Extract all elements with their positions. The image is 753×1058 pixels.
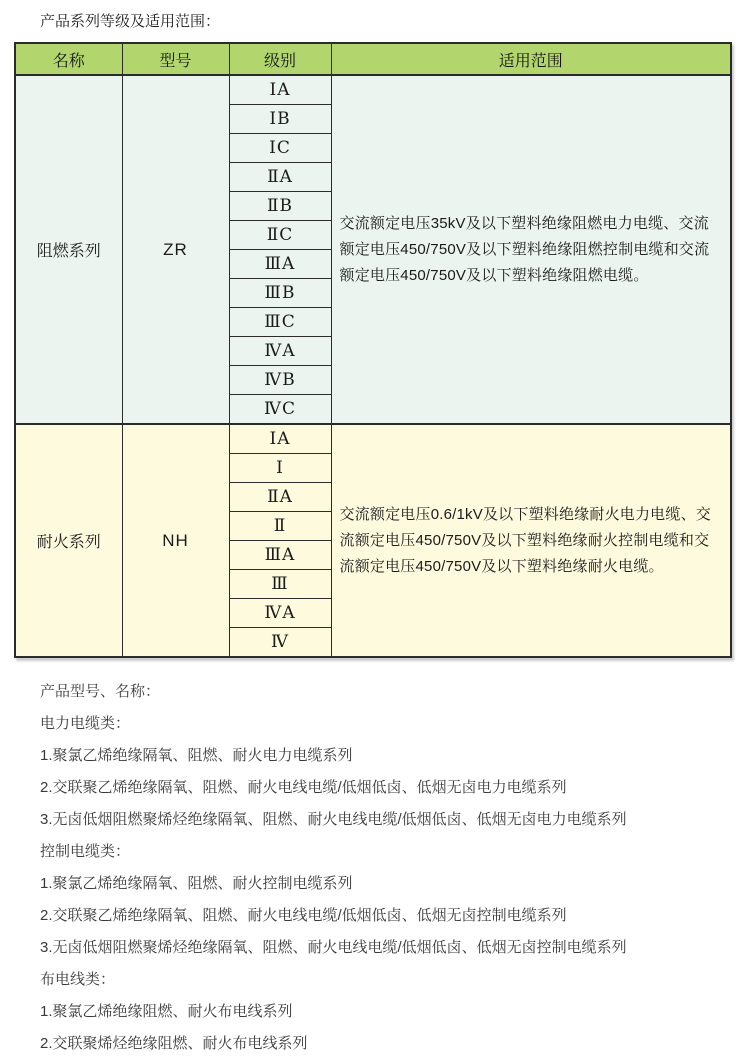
grade-cell: Ⅰ	[229, 454, 331, 483]
section-fire-resistant	[15, 424, 731, 657]
product-item: 1.聚氯乙烯绝缘隔氧、阻燃、耐火电力电缆系列	[40, 746, 353, 764]
grade-cell: Ⅱ	[229, 512, 331, 541]
grade-cell: ⅣC	[229, 395, 331, 425]
grade-cell: ⅡA	[229, 483, 331, 512]
grade-cell: ⅢA	[229, 250, 331, 279]
section-flame-retardant	[15, 75, 731, 424]
grade-cell: ⅢC	[229, 308, 331, 337]
table-header-row	[15, 43, 731, 75]
product-category-label: 布电线类：	[40, 970, 116, 988]
header-name: 名称	[15, 43, 122, 75]
product-item: 1.聚氯乙烯绝缘隔氧、阻燃、耐火控制电缆系列	[40, 874, 353, 892]
product-category-label: 控制电缆类：	[40, 842, 131, 860]
grade-cell: ⅠC	[229, 134, 331, 163]
header-grade: 级别	[229, 43, 331, 75]
header-model: 型号	[122, 43, 229, 75]
product-item: 1.聚氯乙烯绝缘阻燃、耐火布电线系列	[40, 1002, 293, 1020]
series-model-cell: ZR	[122, 75, 229, 424]
grade-cell: ⅢA	[229, 541, 331, 570]
grade-cell: ⅡB	[229, 192, 331, 221]
grade-row	[15, 75, 731, 105]
product-series-table	[14, 42, 732, 658]
grade-cell: ⅡA	[229, 163, 331, 192]
product-item: 2.交联聚烯烃绝缘阻燃、耐火布电线系列	[40, 1034, 308, 1052]
product-item: 2.交联聚乙烯绝缘隔氧、阻燃、耐火电线电缆/低烟低卤、低烟无卤电力电缆系列	[40, 778, 567, 796]
grade-cell: ⅣA	[229, 599, 331, 628]
product-list-heading: 产品型号、名称：	[40, 682, 161, 700]
grade-cell: ⅣB	[229, 366, 331, 395]
product-list	[40, 674, 753, 1058]
series-name-cell: 阻燃系列	[15, 75, 122, 424]
grade-cell: ⅣA	[229, 337, 331, 366]
product-category-label: 电力电缆类：	[40, 714, 131, 732]
page-title: 产品系列等级及适用范围：	[40, 13, 221, 30]
product-item: 3.无卤低烟阻燃聚烯烃绝缘隔氧、阻燃、耐火电线电缆/低烟低卤、低烟无卤控制电缆系列	[40, 938, 627, 956]
series-name-cell: 耐火系列	[15, 424, 122, 657]
grade-cell: Ⅲ	[229, 570, 331, 599]
header-scope: 适用范围	[331, 43, 731, 75]
grade-cell: ⅠB	[229, 105, 331, 134]
product-item: 3.无卤低烟阻燃聚烯烃绝缘隔氧、阻燃、耐火电线电缆/低烟低卤、低烟无卤电力电缆系列	[40, 810, 627, 828]
grade-cell: ⅢB	[229, 279, 331, 308]
grade-cell: ⅠA	[229, 75, 331, 105]
grade-cell: Ⅳ	[229, 628, 331, 658]
grade-row	[15, 424, 731, 454]
product-item: 2.交联聚乙烯绝缘隔氧、阻燃、耐火电线电缆/低烟低卤、低烟无卤控制电缆系列	[40, 906, 567, 924]
scope-cell: 交流额定电压35kV及以下塑料绝缘阻燃电力电缆、交流额定电压450/750V及以下塑料绝缘阻燃控制电缆和交流额定电压450/750V及以下塑料绝缘阻燃电缆。	[331, 75, 731, 424]
grade-cell: ⅡC	[229, 221, 331, 250]
series-model-cell: NH	[122, 424, 229, 657]
scope-cell: 交流额定电压0.6/1kV及以下塑料绝缘耐火电力电缆、交流额定电压450/750V及以下塑料绝缘耐火控制电缆和交流额定电压450/750V及以下塑料绝缘耐火电缆。	[331, 424, 731, 657]
grade-cell: ⅠA	[229, 424, 331, 454]
